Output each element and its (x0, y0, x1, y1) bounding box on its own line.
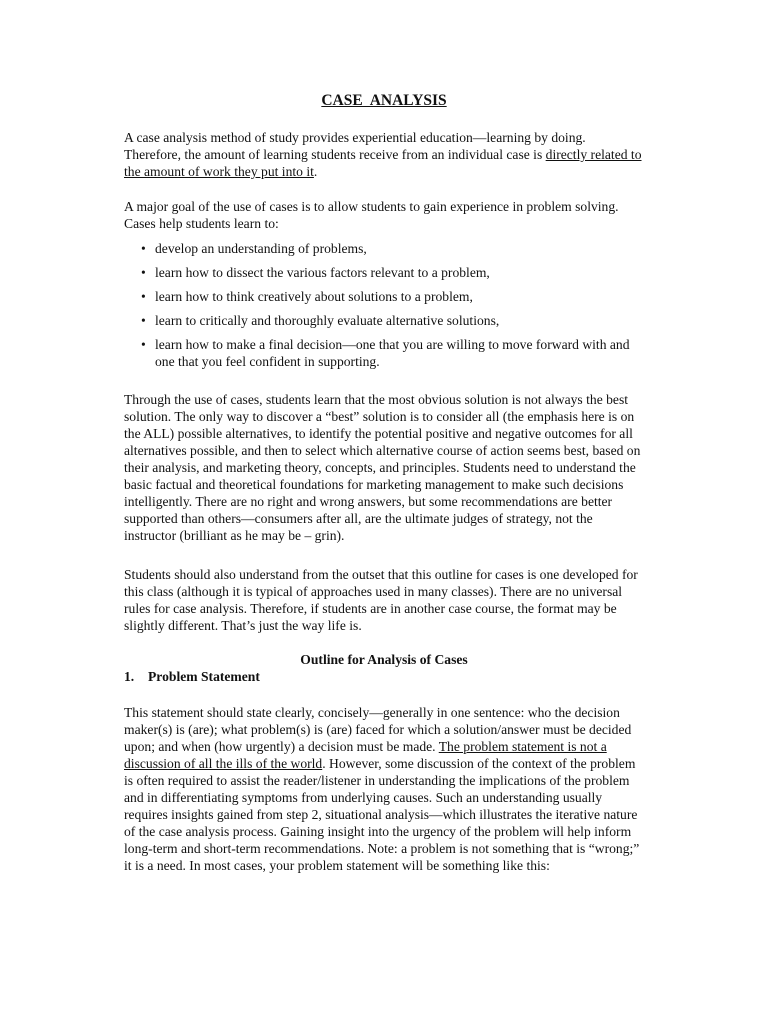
list-item-text: learn how to think creatively about solutions to a problem, (155, 289, 473, 304)
bullet-icon: • (141, 289, 146, 304)
section-number: 1. (124, 669, 135, 684)
intro-text-2: . (313, 164, 318, 179)
section-heading-problem-statement (124, 668, 260, 685)
list-item (124, 312, 644, 329)
problem-text-2: . However, some discussion of the context of the problem is often required to assist the reader/listener in understanding the implications of the problem and in differentiating symptoms from underlying causes. Such an understanding usually requires insights gained from step 2, situational analysis—which illustrates the iterative nature of the case analysis process. Gaining insight into the urgency of the problem will help inform long-term and short-term recommendations. Note: a problem is not something that is “wrong;” it is a need. In most cases, your problem statement will be something like this: (124, 756, 640, 873)
bullet-icon: • (141, 313, 146, 328)
problem-text-1: This statement should state clearly, concisely—generally in one sentence: who the decision maker(s) is (are); what problem(s) is (are) faced for which a solution/answer must be decided upon; and when (how urgently) a decision must be made. (124, 705, 632, 754)
problem-statement-paragraph (124, 704, 644, 874)
bullet-icon: • (141, 337, 146, 352)
outline-heading: Outline for Analysis of Cases (300, 652, 468, 667)
list-item-text: learn how to make a final decision—one that you are willing to move forward with and one that you feel confident in supporting. (155, 337, 630, 369)
skills-bullet-list (124, 240, 644, 377)
obvious-solution-paragraph: Through the use of cases, students learn that the most obvious solution is not always the best solution. The only way to discover a “best” solution is to consider all (the emphasis here is on the ALL) possible alternatives, to identify the potential positive and negative outcomes for all alternatives possible, and then to select which alternative course of action seems best, based on their analysis, and marketing theory, concepts, and principles. Students need to understand the basic factual and theoretical foundations for marketing management to make such decisions intelligently. There are no right and wrong answers, but some recommendations are better supported than others—consumers after all, are the ultimate judges of strategy, not the instructor (brilliant as he may be – grin). (124, 392, 641, 543)
outline-intro-paragraph: Students should also understand from the outset that this outline for cases is one developed for this class (although it is typical of approaches used in many classes). There are no universal rules for case analysis. Therefore, if students are in another case course, the format may be slightly different. That’s just the way life is. (124, 567, 638, 633)
problem-underlined-text: The problem statement is not a discussion of all the ills of the world (124, 739, 607, 771)
intro-underlined-text: directly related to the amount of work they put into it (124, 147, 642, 179)
list-item-text: develop an understanding of problems, (155, 241, 367, 256)
list-item-text: learn how to dissect the various factors relevant to a problem, (155, 265, 490, 280)
intro-paragraph (124, 129, 644, 180)
list-item (124, 264, 644, 281)
list-item (124, 288, 644, 305)
document-title: CASE ANALYSIS (321, 92, 447, 109)
bullet-icon: • (141, 265, 146, 280)
goal-paragraph: A major goal of the use of cases is to allow students to gain experience in problem solving. Cases help students learn to: (124, 199, 619, 231)
list-item (124, 336, 644, 370)
bullet-icon: • (141, 241, 146, 256)
list-item (124, 240, 644, 257)
list-item-text: learn to critically and thoroughly evaluate alternative solutions, (155, 313, 500, 328)
intro-text-1: A case analysis method of study provides experiential education—learning by doing. Therefore, the amount of learning students receive from an individual case is (124, 130, 586, 162)
section-title: Problem Statement (148, 669, 260, 684)
